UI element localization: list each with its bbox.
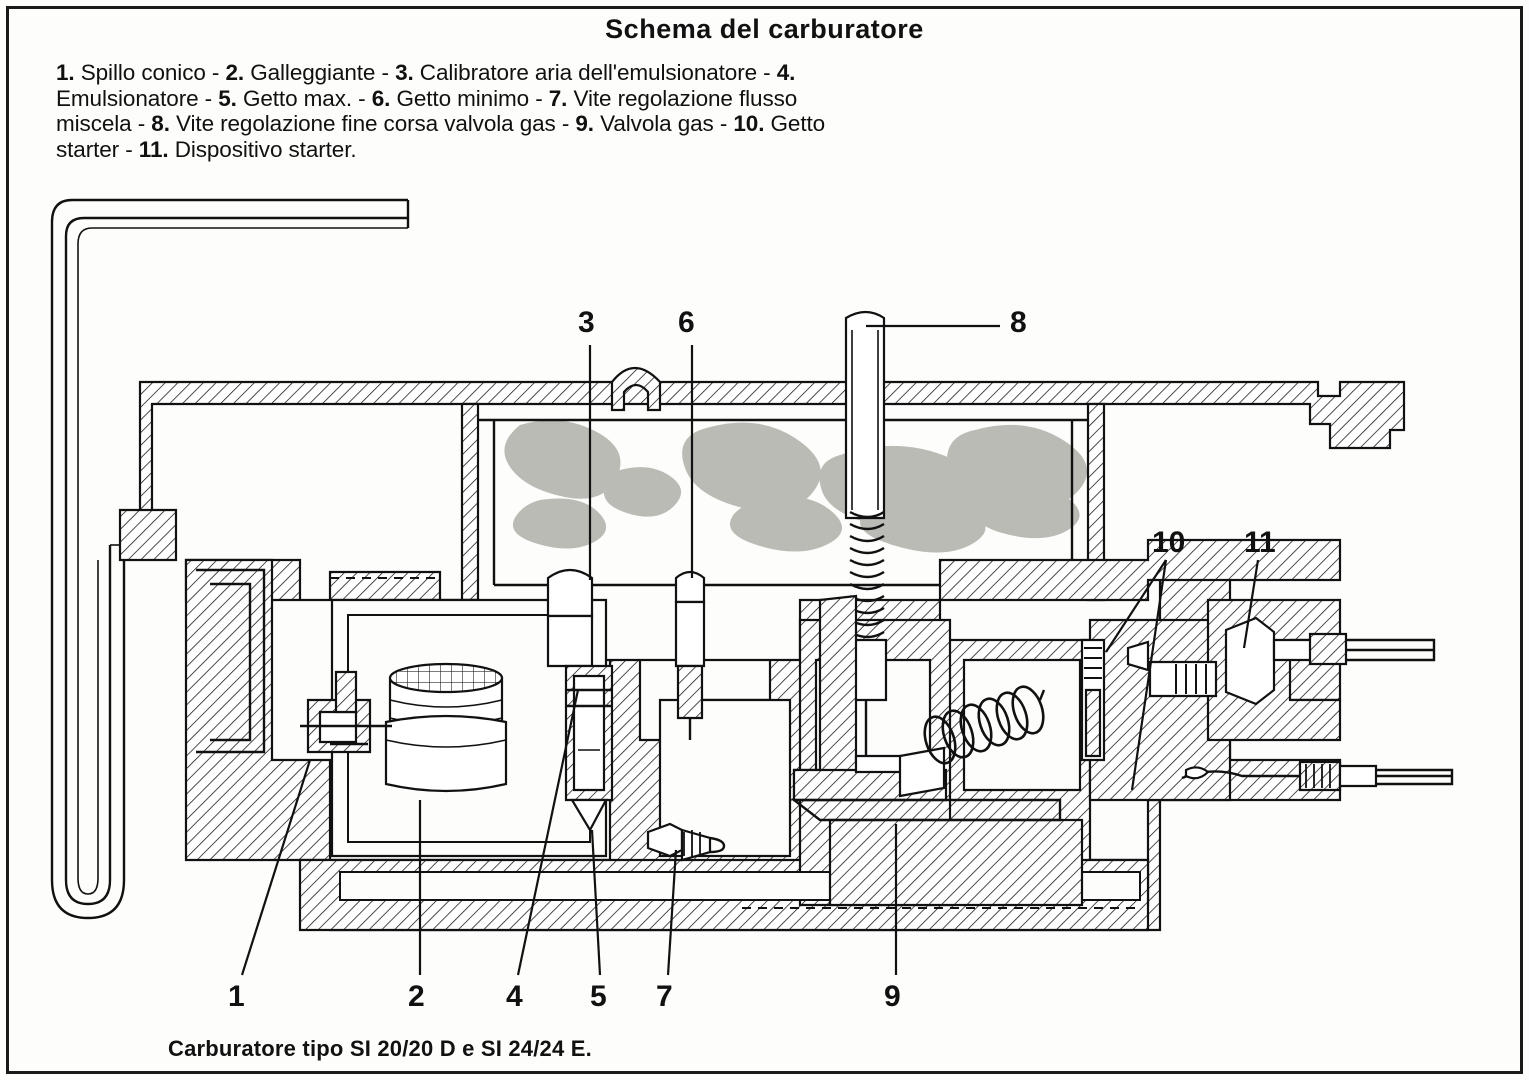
legend-item-1-num: 1. — [56, 60, 75, 85]
legend-item-5-label: Getto max. — [242, 85, 353, 111]
callout-7: 7 — [656, 980, 673, 1013]
legend-item-11-label: Dispositivo starter — [174, 136, 351, 162]
legend-item-8-num: 8. — [151, 111, 170, 136]
legend-item-4-label: Emulsionatore — [56, 85, 199, 111]
callout-8: 8 — [1010, 306, 1027, 339]
page-title: Schema del carburatore — [605, 14, 924, 44]
legend-item-4-num: 4. — [776, 60, 796, 85]
minimum-jet — [676, 572, 704, 740]
legend-item-2-label: Galleggiante — [250, 60, 376, 85]
legend-item-8-label: Vite regolazione fine corsa valvola gas — [176, 111, 556, 136]
legend-item-7-num: 7. — [548, 85, 568, 111]
callout-6: 6 — [678, 306, 695, 339]
callout-5: 5 — [590, 980, 607, 1013]
legend-text: 1. Spillo conico - 2. Galleggiante - 3. Calibratore aria dell'emulsionatore - 4. Emulsionatore - 5. Getto max. - 6. Getto minimo - 7. Vite regolazione flusso miscela - 8. Vite regolazione fine corsa valvola gas - 9. Valvola gas - 10. Getto starter - 11. Dispositivo starter. — [56, 60, 826, 162]
legend-item-9-label: Valvola gas — [600, 111, 714, 136]
callout-10: 10 — [1152, 526, 1186, 559]
legend-item-10-num: 10. — [733, 111, 765, 136]
legend-item-6-num: 6. — [371, 85, 391, 111]
legend-item-5-num: 5. — [218, 85, 237, 111]
legend-item-9-num: 9. — [575, 111, 594, 136]
callout-1: 1 — [228, 980, 245, 1013]
callout-2: 2 — [408, 980, 425, 1013]
chamber-shading — [504, 420, 1087, 552]
legend-item-1-label: Spillo conico — [80, 60, 206, 85]
legend-item-3-label: Calibratore aria dell'emulsionatore — [419, 60, 758, 85]
legend-item-3-num: 3. — [395, 60, 414, 85]
legend-item-11-num: 11. — [138, 136, 169, 162]
callout-4: 4 — [506, 980, 523, 1013]
legend-item-10-label: Getto starter — [56, 111, 826, 162]
legend-item-6-label: Getto minimo — [396, 85, 530, 111]
legend-item-7-label: Vite regolazione flusso miscela — [56, 85, 798, 136]
legend-item-2-num: 2. — [225, 60, 245, 85]
callout-9: 9 — [884, 980, 901, 1013]
callout-3: 3 — [578, 306, 595, 339]
figure-caption: Carburatore tipo SI 20/20 D e SI 24/24 E. — [168, 1036, 592, 1061]
callout-11: 11 — [1244, 526, 1276, 559]
